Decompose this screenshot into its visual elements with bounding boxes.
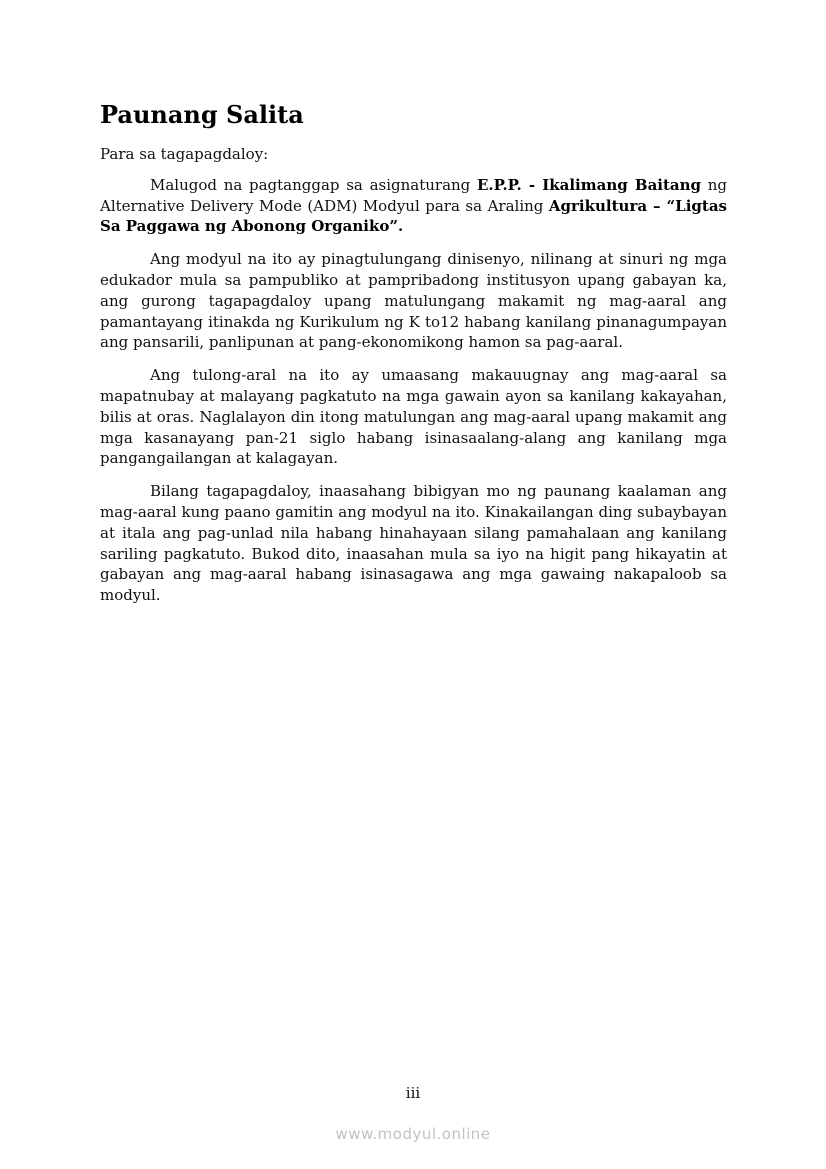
- salutation: Para sa tagapagdaloy:: [100, 145, 269, 163]
- watermark: www.modyul.online: [335, 1125, 491, 1143]
- paragraph-module-design: Ang modyul na ito ay pinagtulungang dinisenyo, nilinang at sinuri ng mga edukador mula sa pampubliko at pampribadong institusyon upang gabayan ka, ang gurong tagapagdaloy upang matulungang makamit ng mag-aaral ang pamantayang itinakda ng Kurikulum ng K to12 habang kanilang pinanagumpayan ang pansarili, panlipunan at pang-ekonomikong hamon sa pag-aaral.: [100, 250, 727, 352]
- paragraph-welcome: [100, 175, 727, 237]
- page-title: Paunang Salita: [100, 100, 304, 129]
- paragraph-facilitator-role: Bilang tagapagdaloy, inaasahang bibigyan mo ng paunang kaalaman ang mag-aaral kung paano gamitin ang modyul na ito. Kinakailangan ding subaybayan at itala ang pag-unlad nila habang hinahayaan silang pamahalaan ang kanilang sariling pagkatuto. Bukod dito, inaasahan mula sa iyo na higit pang hikayatin at gabayan ang mag-aaral habang isinasagawa ang mga gawaing nakapaloob sa modyul.: [100, 482, 727, 605]
- welcome-middle-text: ng Alternative Delivery Mode (ADM) Modyul para sa Araling: [100, 175, 728, 215]
- document-body: [100, 98, 727, 618]
- subject-name: E.P.P. - Ikalimang Baitang: [477, 175, 702, 194]
- page-number: iii: [405, 1084, 421, 1102]
- welcome-lead-text: Malugod na pagtanggap sa asignaturang: [150, 175, 477, 194]
- lesson-title: Agrikultura – “Ligtas Sa Paggawa ng Abonong Organiko”.: [100, 196, 727, 236]
- paragraph-learning-aid: Ang tulong-aral na ito ay umaasang makauugnay ang mag-aaral sa mapatnubay at malayang pagkatuto na mga gawain ayon sa kanilang kakayahan, bilis at oras. Naglalayon din itong matulungan ang mag-aaral upang makamit ang mga kasanayang pan-21 siglo habang isinasaalang-alang ang kanilang mga pangangailangan at kalagayan.: [100, 366, 727, 468]
